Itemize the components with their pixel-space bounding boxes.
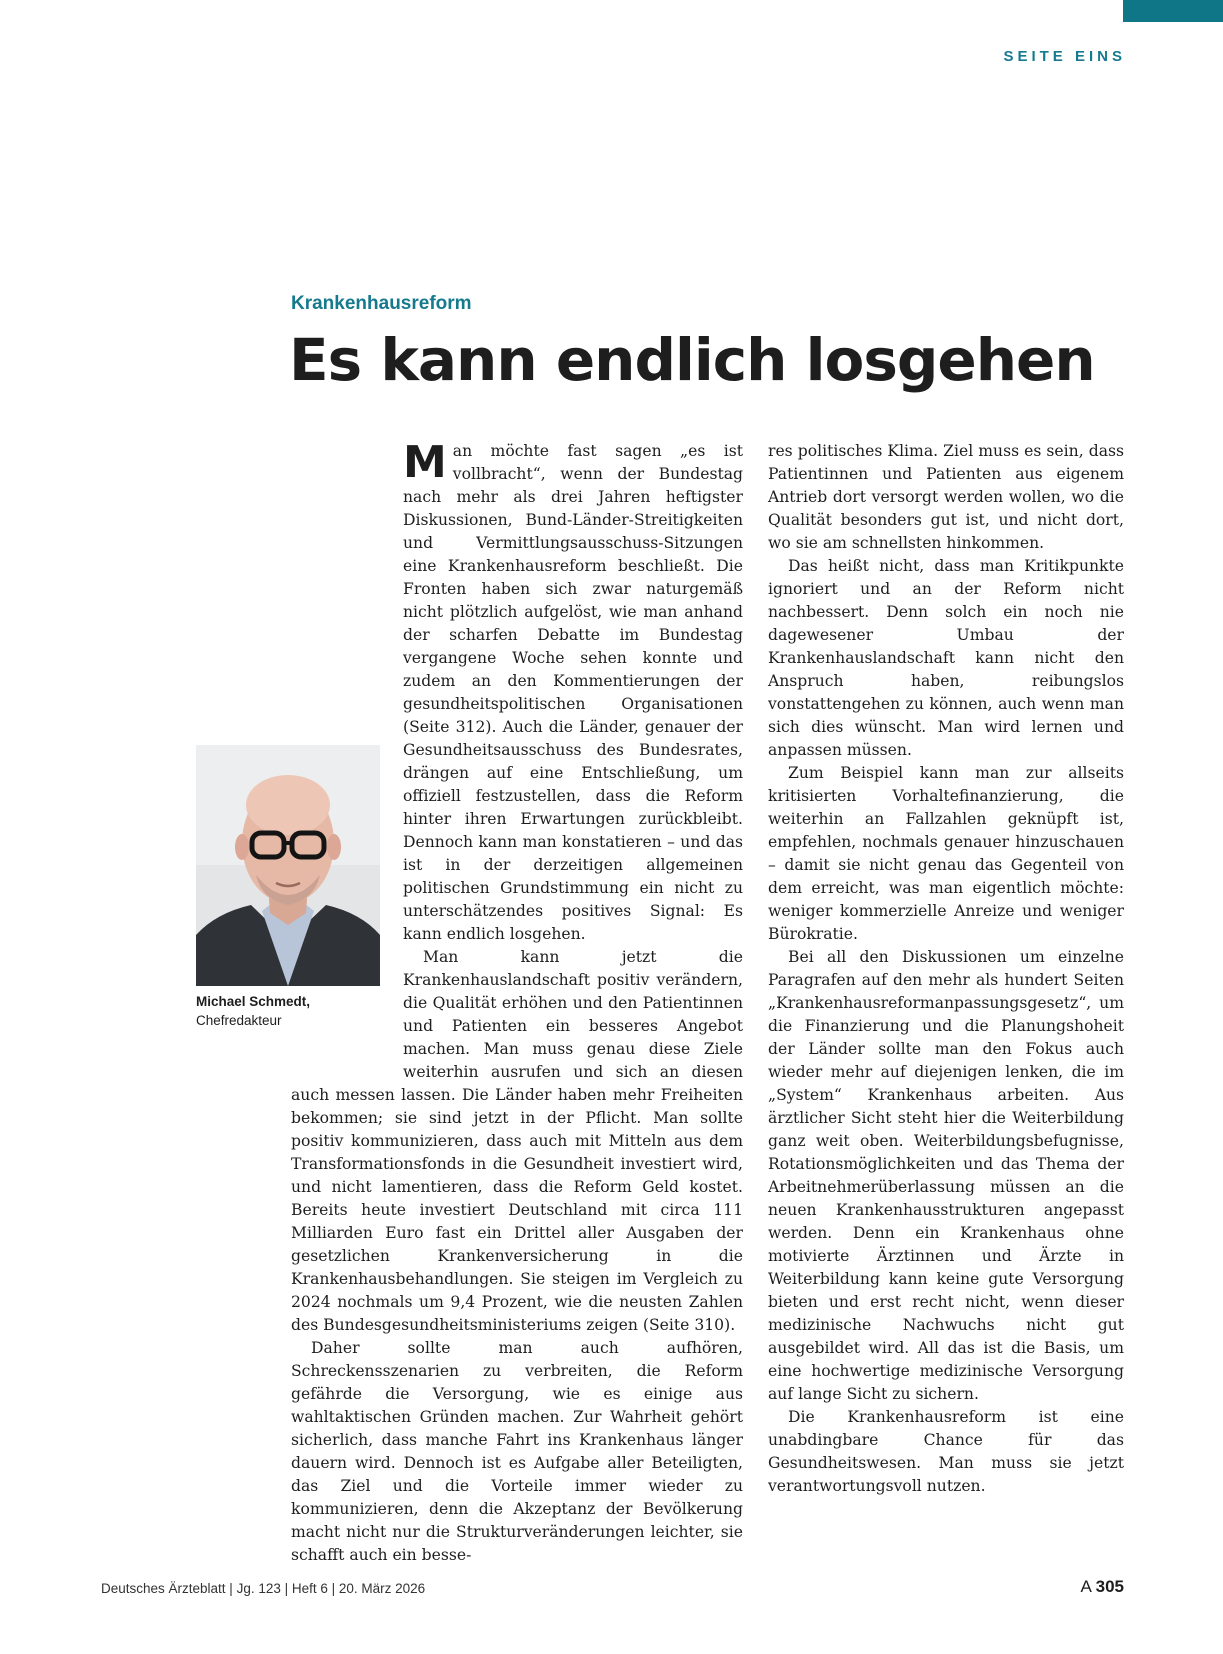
article-column-1: [291, 437, 743, 1567]
photo-wrap-space: [291, 700, 403, 1070]
article-column-2: [768, 440, 1124, 1498]
article-paragraph: res politisches Klima. Ziel muss es sein, dass Patientinnen und Patienten aus eigenem Antrieb dort versorgt werden wollen, wo die Qualität besonders gut ist, und nicht dort, wo sie am schnellsten hinkommen.: [768, 442, 1124, 552]
article-kicker: Krankenhausreform: [291, 293, 472, 314]
section-label: SEITE EINS: [1003, 48, 1126, 65]
page-prefix: A: [1080, 1577, 1091, 1596]
author-role: Chefredakteur: [196, 1013, 282, 1028]
page-number-value: 305: [1095, 1577, 1124, 1596]
article-paragraph: Man kann jetzt die Krankenhauslandschaft positiv verändern, die Qualität erhöhen und den Patientinnen und Patienten ein besseres Angebot machen. Man muss genau diese Ziele weiterhin ausrufen und sich an diesen auch messen lassen. Die Länder haben mehr Freiheiten bekommen; sie sind jetzt in der Pflicht. Man sollte positiv kommunizieren, dass auch mit Mitteln aus dem Transformationsfonds in die Gesundheit investiert wird, und nicht lamentieren, dass die Reform Geld kostet. Bereits heute investiert Deutschland mit circa 111 Milliarden Euro fast ein Drittel aller Ausgaben der gesetzlichen Krankenversicherung in die Krankenhausbehandlungen. Sie steigen im Vergleich zu 2024 nochmals um 9,4 Prozent, wie die neusten Zahlen des Bundesgesundheitsministeriums zeigen (Seite 310).: [291, 948, 743, 1334]
article-paragraph: Zum Beispiel kann man zur allseits kritisierten Vorhaltefinanzierung, die weiterhin an Fallzahlen geknüpft ist, empfehlen, nochmals genauer hinzuschauen – damit sie nicht genau das Gegenteil von dem erreicht, was man eigentlich möchte: weniger kommerzielle Anreize und weniger Bürokratie.: [768, 764, 1124, 943]
accent-bar: [1123, 0, 1223, 22]
article-title: Es kann endlich losgehen: [289, 326, 1095, 394]
footer-citation: Deutsches Ärzteblatt | Jg. 123 | Heft 6 | 20. März 2026: [101, 1581, 426, 1596]
paragraph-text: an möchte fast sagen „es ist vollbracht“, wenn der Bundestag nach mehr als drei Jahren heftigster Diskussionen, Bund-Länder-Streitigkeiten und Vermittlungsausschuss-Sitzungen eine Krankenhausreform beschließt. Die Fronten haben sich zwar naturgemäß nicht plötzlich aufgelöst, wie man anhand der scharfen Debatte im Bundestag vergangene Woche sehen konnte und zudem an den Kommentierungen der gesundheitspolitischen Organisationen (Seite 312). Auch die Länder, genauer der Gesundheitsausschuss des Bundesrates, drängen auf eine Entschließung, um offiziell festzustellen, dass die Reform hinter ihren Erwartungen zurückbleibt. Dennoch kann man konstatieren – und das ist in der derzeitigen allgemeinen politischen Grundstimmung ein nicht zu unterschätzendes positives Signal: Es kann endlich losgehen.: [403, 442, 743, 943]
article-paragraph: Bei all den Diskussionen um einzelne Paragrafen auf den mehr als hundert Seiten „Krankenhausreformanpassungsgesetz“, um die Finanzierung und die Planungshoheit der Länder sollte man den Fokus auch wieder mehr auf diejenigen lenken, die im „System“ Krankenhaus arbeiten. Aus ärztlicher Sicht steht hier die Weiterbildung ganz weit oben. Weiterbildungsbefugnisse, Rotationsmöglichkeiten und das Thema der Arbeitnehmerüberlassung müssen an die neuen Krankenhausstrukturen angepasst werden. Denn ein Krankenhaus ohne motivierte Ärztinnen und Ärzte in Weiterbildung kann keine gute Versorgung bieten und erst recht nicht, wenn dieser medizinische Nachwuchs nicht gut ausgebildet wird. All das ist die Basis, um eine hochwertige medizinische Versorgung auf lange Sicht zu sichern.: [768, 948, 1124, 1403]
article-paragraph: Das heißt nicht, dass man Kritikpunkte ignoriert und an der Reform nicht nachbessert. Denn solch ein noch nie dagewesener Umbau der Krankenhauslandschaft kann nicht den Anspruch haben, reibungslos vonstattengehen zu können, auch wenn man sich dies wünscht. Man wird lernen und anpassen müssen.: [768, 557, 1124, 759]
page-number: [1080, 1577, 1124, 1597]
author-name: Michael Schmedt,: [196, 994, 311, 1009]
article-paragraph: Daher sollte man auch aufhören, Schreckensszenarien zu verbreiten, die Reform gefährde die Versorgung, wie es einige aus wahltaktischen Gründen machen. Zur Wahrheit gehört sicherlich, dass manche Fahrt ins Krankenhaus länger dauern wird. Dennoch ist es Aufgabe aller Beteiligten, das Ziel und die Vorteile immer wieder zu kommunizieren, denn die Akzeptanz der Bevölkerung macht nicht nur die Strukturveränderungen leichter, sie schafft auch ein besse-: [291, 1339, 743, 1564]
drop-cap: M: [403, 437, 447, 488]
article-paragraph: Die Krankenhausreform ist eine unabdingbare Chance für das Gesundheitswesen. Man muss sie jetzt verantwortungsvoll nutzen.: [768, 1408, 1124, 1495]
